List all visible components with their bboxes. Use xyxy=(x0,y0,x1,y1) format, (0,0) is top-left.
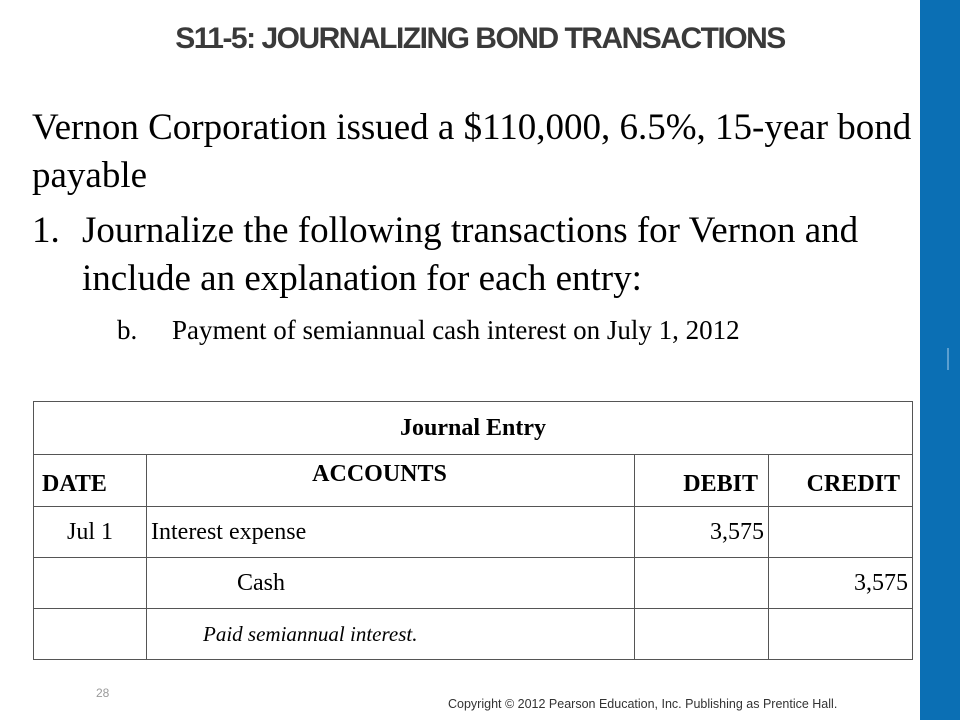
row-credit xyxy=(769,507,913,558)
copyright-notice: Copyright © 2012 Pearson Education, Inc. Publishing as Prentice Hall. xyxy=(448,697,838,711)
row-credit xyxy=(769,609,913,660)
journal-entry-table xyxy=(33,401,913,660)
slide-title: S11-5: JOURNALIZING BOND TRANSACTIONS xyxy=(175,22,785,55)
row-date: Jul 1 xyxy=(34,507,147,558)
item-number: 1. xyxy=(32,210,60,251)
row-credit: 3,575 xyxy=(769,558,913,609)
row-debit: 3,575 xyxy=(635,507,769,558)
header-credit: CREDIT xyxy=(769,455,913,507)
row-debit xyxy=(635,558,769,609)
intro-paragraph: Vernon Corporation issued a $110,000, 6.5%, 15-year bond payable xyxy=(32,107,912,196)
row-account: Cash xyxy=(147,558,635,609)
page-number: 28 xyxy=(96,686,110,700)
row-date xyxy=(34,609,147,660)
row-account: Interest expense xyxy=(147,507,635,558)
table-row xyxy=(34,609,913,660)
row-explanation: Paid semiannual interest. xyxy=(147,609,635,660)
side-bar-mark xyxy=(947,348,949,370)
journal-title: Journal Entry xyxy=(34,402,913,455)
table-row xyxy=(34,507,913,558)
item-text: Journalize the following transactions for Vernon and include an explanation for each entry: xyxy=(82,210,859,299)
sub-item-text: Payment of semiannual cash interest on July 1, 2012 xyxy=(172,315,740,345)
table-row xyxy=(34,558,913,609)
accent-side-bar xyxy=(920,0,960,720)
row-date xyxy=(34,558,147,609)
header-debit: DEBIT xyxy=(635,455,769,507)
sub-item-letter: b. xyxy=(117,315,138,345)
numbered-item xyxy=(32,207,912,303)
row-debit xyxy=(635,609,769,660)
sub-item xyxy=(117,313,897,348)
header-accounts: ACCOUNTS xyxy=(147,455,635,507)
header-date: DATE xyxy=(34,455,147,507)
